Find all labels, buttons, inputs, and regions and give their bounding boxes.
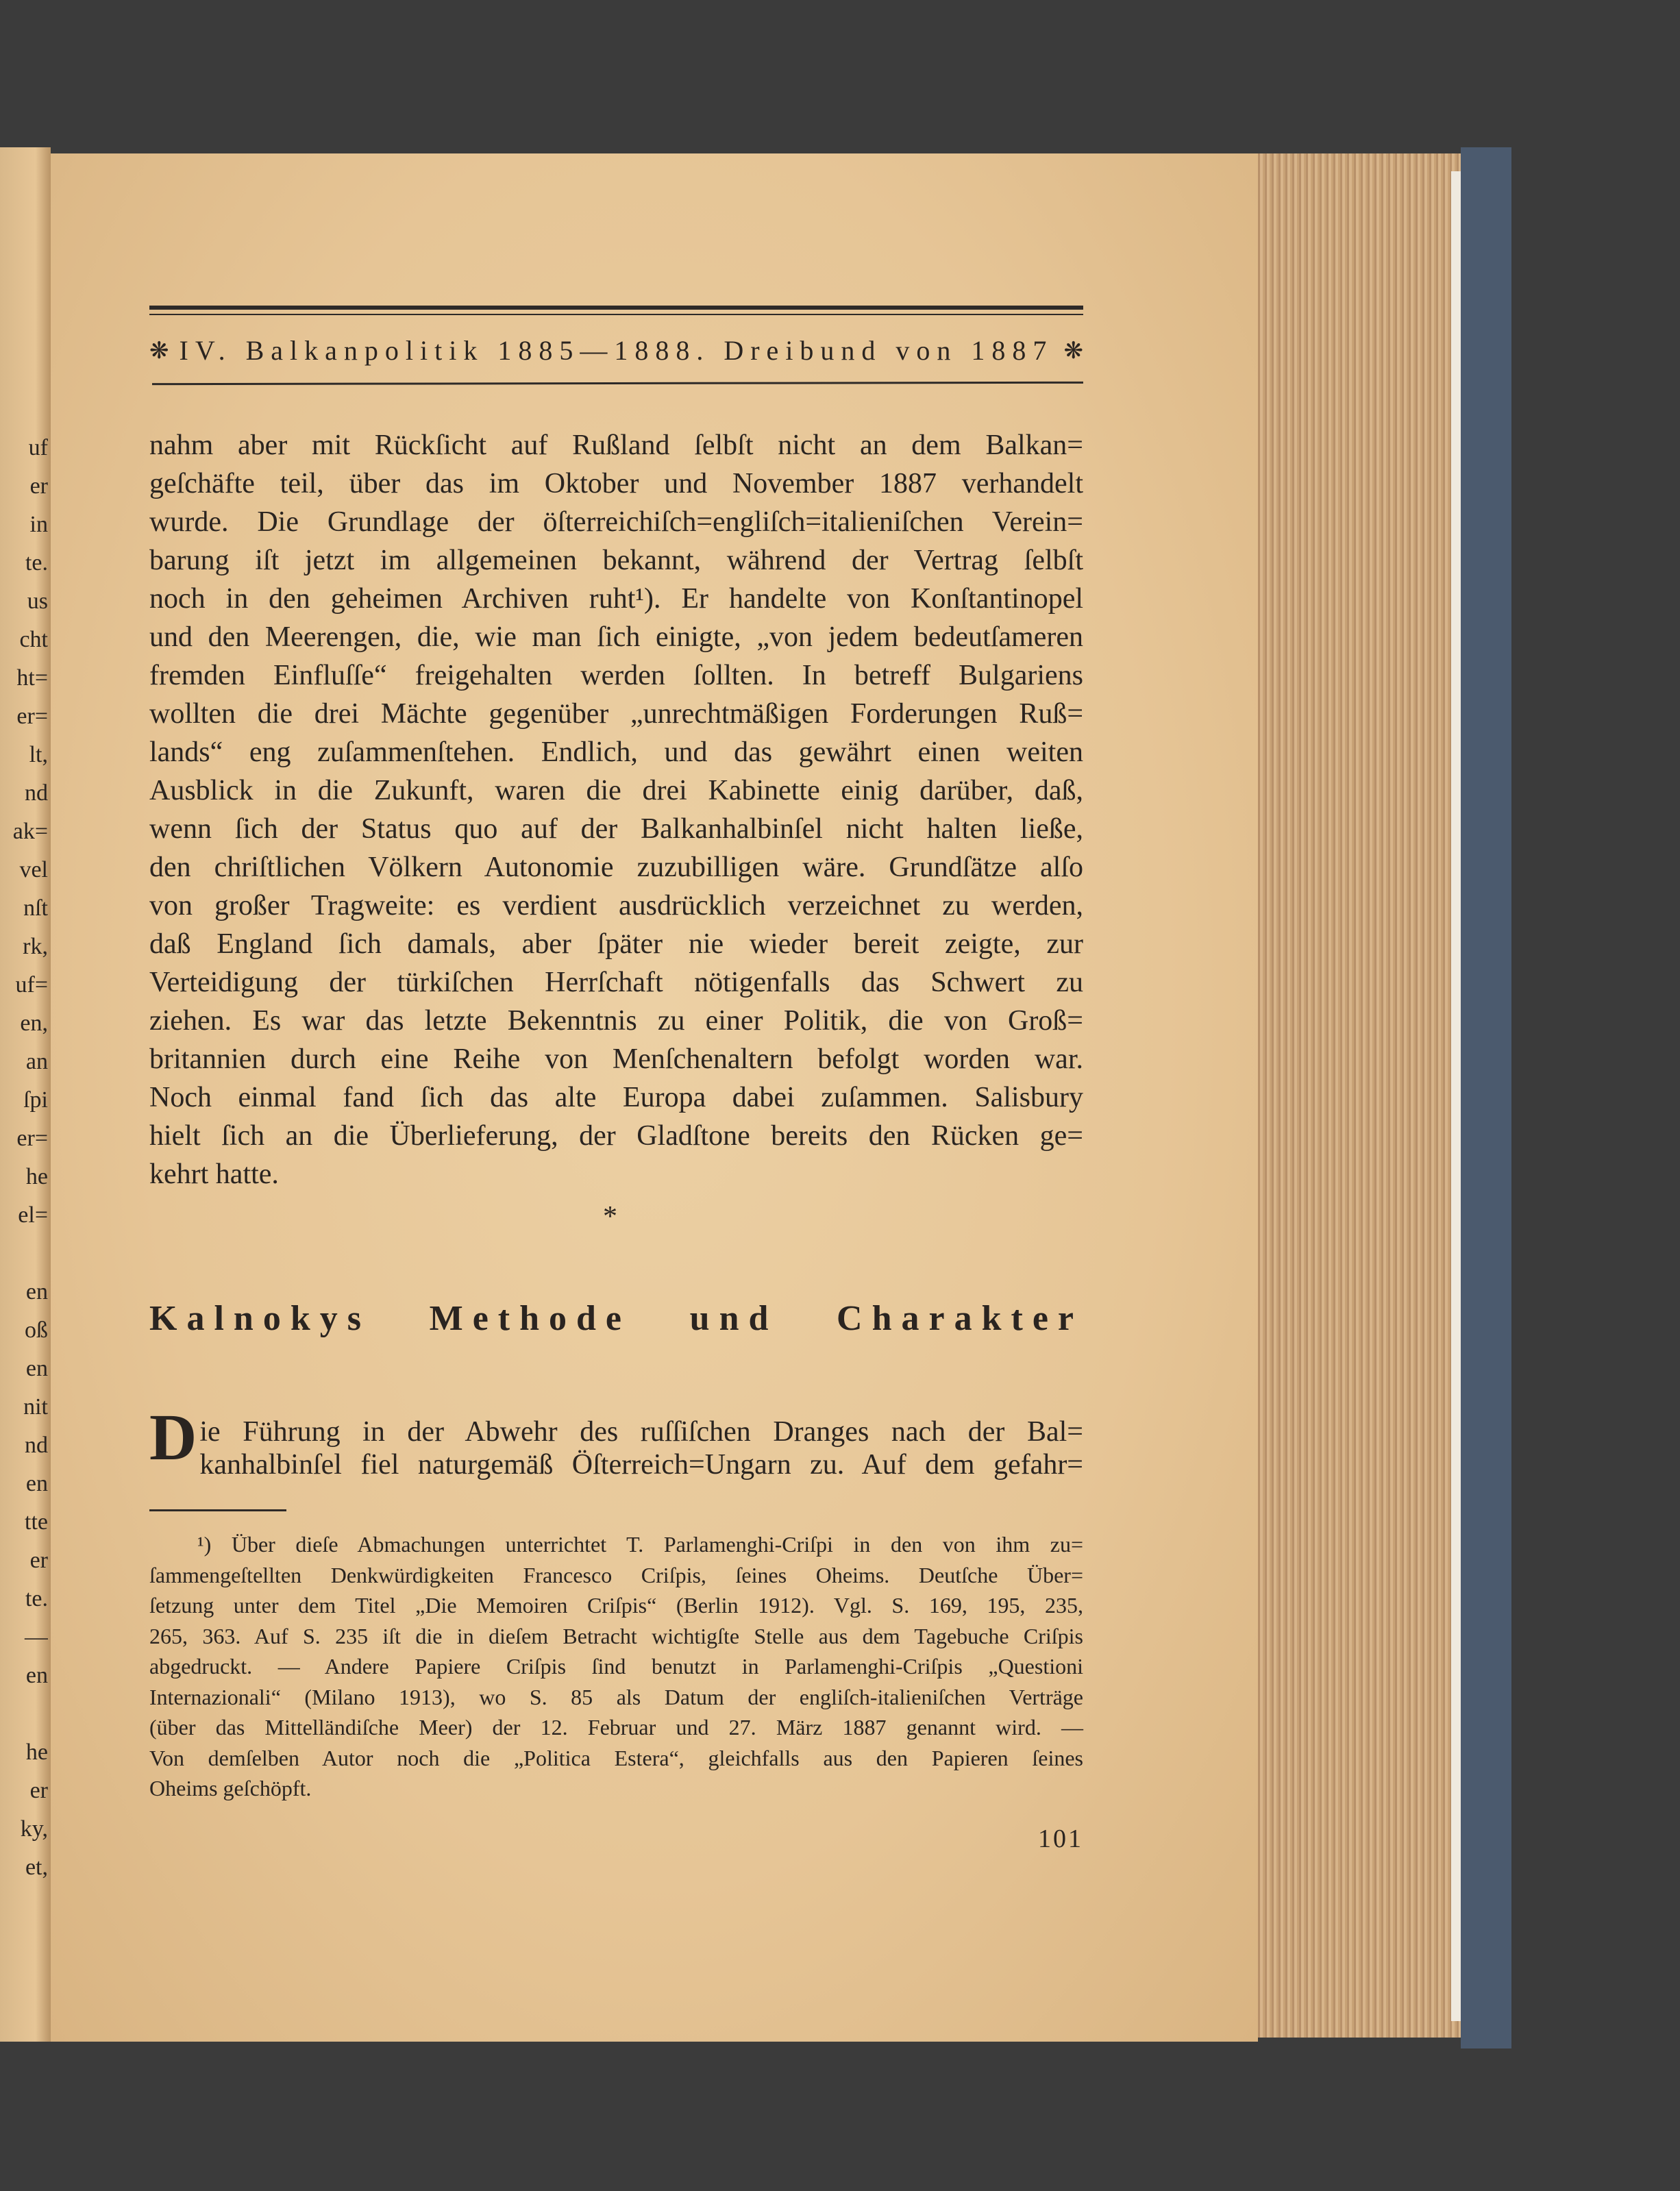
header-rule-thin bbox=[149, 314, 1083, 315]
text-line: Noch einmal fand ſich das alte Europa dabei zuſammen. Salisbury bbox=[149, 1082, 1083, 1113]
running-head-title: IV. Balkanpolitik 1885—1888. Dreibund von 1887 bbox=[179, 335, 1054, 366]
text-line: 265, 363. Auf S. 235 iſt die in dieſem Betracht wichtigſte Stelle aus dem Tagebuche Criſpis bbox=[149, 1623, 1083, 1648]
left-page-fragment: nd bbox=[25, 780, 48, 806]
left-page-fragment: — bbox=[25, 1624, 48, 1650]
left-page-fragment: nd bbox=[25, 1433, 48, 1458]
text-line: noch in den geheimen Archiven ruht¹). Er handelte von Konſtantinopel bbox=[149, 583, 1083, 615]
ornament-icon: ❋ bbox=[149, 338, 169, 364]
text-line: nahm aber mit Rückſicht auf Rußland ſelbſt nicht an dem Balkan= bbox=[149, 430, 1083, 461]
endpaper bbox=[1451, 171, 1461, 2021]
left-page-fragment: he bbox=[25, 1164, 48, 1189]
footnote-rule bbox=[149, 1509, 286, 1511]
text-line: ſetzung unter dem Titel „Die Memoiren Criſpis“ (Berlin 1912). Vgl. S. 169, 195, 235, bbox=[149, 1593, 1083, 1618]
text-line: barung iſt jetzt im allgemeinen bekannt, während der Vertrag ſelbſt bbox=[149, 545, 1083, 576]
left-page-fragment: er= bbox=[16, 1126, 48, 1151]
text-line: abgedruckt. — Andere Papiere Criſpis ſind benutzt in Parlamenghi-Criſpis „Questioni bbox=[149, 1654, 1083, 1679]
text-line: Von demſelben Autor noch die „Politica Estera“, gleichfalls aus den Papieren ſeines bbox=[149, 1745, 1083, 1770]
section-heading: Kalnokys Methode und Charakter bbox=[149, 1299, 1083, 1338]
left-page-fragment: tte bbox=[25, 1509, 48, 1535]
body-text bbox=[149, 426, 1083, 1193]
left-page-fragment: te. bbox=[25, 550, 48, 575]
left-page-fragment: he bbox=[25, 1740, 48, 1765]
left-page-fragment: nit bbox=[23, 1394, 48, 1420]
left-page-fragment: er bbox=[29, 473, 48, 499]
footnote bbox=[149, 1529, 1083, 1804]
left-page-fragment: en, bbox=[20, 1011, 48, 1036]
left-page-fragment: et, bbox=[25, 1855, 48, 1880]
left-page-fragment: rk, bbox=[23, 934, 48, 959]
text-line: Verteidigung der türkiſchen Herrſchaft nötigenfalls das Schwert zu bbox=[149, 967, 1083, 998]
header-rule-thick bbox=[149, 306, 1083, 310]
book-cover bbox=[1461, 147, 1511, 2048]
left-page-fragment: an bbox=[25, 1049, 48, 1074]
ornament-icon: ❋ bbox=[1063, 338, 1083, 364]
text-line: und den Meerengen, die, wie man ſich einigte, „von jedem bedeutſameren bbox=[149, 621, 1083, 653]
text-line: Internazionali“ (Milano 1913), wo S. 85 als Datum der engliſch-italieniſchen Verträge bbox=[149, 1684, 1083, 1709]
left-page-fragment: el= bbox=[18, 1202, 48, 1228]
text-line: ie Führung in der Abwehr des ruſſiſchen Dranges nach der Bal= bbox=[199, 1416, 1083, 1448]
left-page-fragment: cht bbox=[19, 627, 48, 652]
left-page-edge bbox=[0, 147, 51, 2042]
left-page-fragment: en bbox=[25, 1663, 48, 1688]
text-line: lands“ eng zuſammenſtehen. Endlich, und das gewährt einen weiten bbox=[149, 736, 1083, 768]
left-page-fragment: en bbox=[25, 1279, 48, 1304]
left-page-fragment: oß bbox=[25, 1317, 48, 1343]
text-line: ¹) Über dieſe Abmachungen unterrichtet T. Parlamenghi-Criſpi in den von ihm zu= bbox=[197, 1532, 1083, 1557]
text-line: hielt ſich an die Überlieferung, der Gladſtone bereits den Rücken ge= bbox=[149, 1120, 1083, 1152]
left-page-fragment: ak= bbox=[12, 819, 48, 844]
section-paragraph bbox=[149, 1400, 1083, 1484]
left-page-fragment: nſt bbox=[23, 895, 48, 921]
left-page-fragment: ht= bbox=[16, 665, 48, 691]
text-line: daß England ſich damals, aber ſpäter nie wieder bereit zeigte, zur bbox=[149, 928, 1083, 960]
text-line: wurde. Die Grundlage der öſterreichiſch=engliſch=italieniſchen Verein= bbox=[149, 506, 1083, 538]
drop-cap: D bbox=[149, 1400, 197, 1474]
left-page-fragment: ſpi bbox=[23, 1087, 48, 1113]
left-page-fragment: in bbox=[29, 512, 48, 537]
left-page-fragment: lt, bbox=[29, 742, 48, 767]
text-line: Ausblick in die Zukunft, waren die drei Kabinette einig darüber, daß, bbox=[149, 775, 1083, 806]
text-line: britannien durch eine Reihe von Menſchenaltern befolgt worden war. bbox=[149, 1043, 1083, 1075]
left-page-fragment: en bbox=[25, 1356, 48, 1381]
page-block-edges bbox=[1258, 153, 1461, 2038]
left-page-fragment: te. bbox=[25, 1586, 48, 1611]
left-page-fragment: us bbox=[27, 589, 48, 614]
section-break: * bbox=[603, 1201, 617, 1233]
left-page-fragment: er bbox=[29, 1548, 48, 1573]
page-number: 101 bbox=[1038, 1824, 1083, 1853]
left-page-fragment: er= bbox=[16, 704, 48, 729]
text-line: wenn ſich der Status quo auf der Balkanhalbinſel nicht halten ließe, bbox=[149, 813, 1083, 845]
text-line: Oheims geſchöpft. bbox=[149, 1776, 312, 1800]
text-line: wollten die drei Mächte gegenüber „unrechtmäßigen Forderungen Ruß= bbox=[149, 698, 1083, 730]
text-line: (über das Mittelländiſche Meer) der 12. Februar und 27. März 1887 genannt wird. — bbox=[149, 1715, 1083, 1740]
text-line: kehrt hatte. bbox=[149, 1159, 279, 1190]
text-line: ſammengeſtellten Denkwürdigkeiten Francesco Criſpis, ſeines Oheims. Deutſche Über= bbox=[149, 1562, 1083, 1587]
left-page-fragment: vel bbox=[19, 857, 48, 882]
left-page-fragment: er bbox=[29, 1778, 48, 1803]
text-line: kanhalbinſel fiel naturgemäß Öſterreich=Ungarn zu. Auf dem gefahr= bbox=[199, 1449, 1083, 1481]
left-page-fragment: uf= bbox=[15, 972, 48, 998]
left-page-fragment: uf bbox=[28, 435, 48, 460]
left-page-fragment: en bbox=[25, 1471, 48, 1496]
text-line: den chriſtlichen Völkern Autonomie zuzubilligen wäre. Grundſätze alſo bbox=[149, 852, 1083, 883]
text-line: von großer Tragweite: es verdient ausdrücklich verzeichnet zu werden, bbox=[149, 890, 1083, 921]
text-line: ziehen. Es war das letzte Bekenntnis zu einer Politik, die von Groß= bbox=[149, 1005, 1083, 1037]
running-head bbox=[149, 334, 1083, 367]
text-line: fremden Einfluſſe“ freigehalten werden ſollten. In betreff Bulgariens bbox=[149, 660, 1083, 691]
text-line: geſchäfte teil, über das im Oktober und November 1887 verhandelt bbox=[149, 468, 1083, 499]
left-page-fragment: ky, bbox=[20, 1816, 48, 1842]
